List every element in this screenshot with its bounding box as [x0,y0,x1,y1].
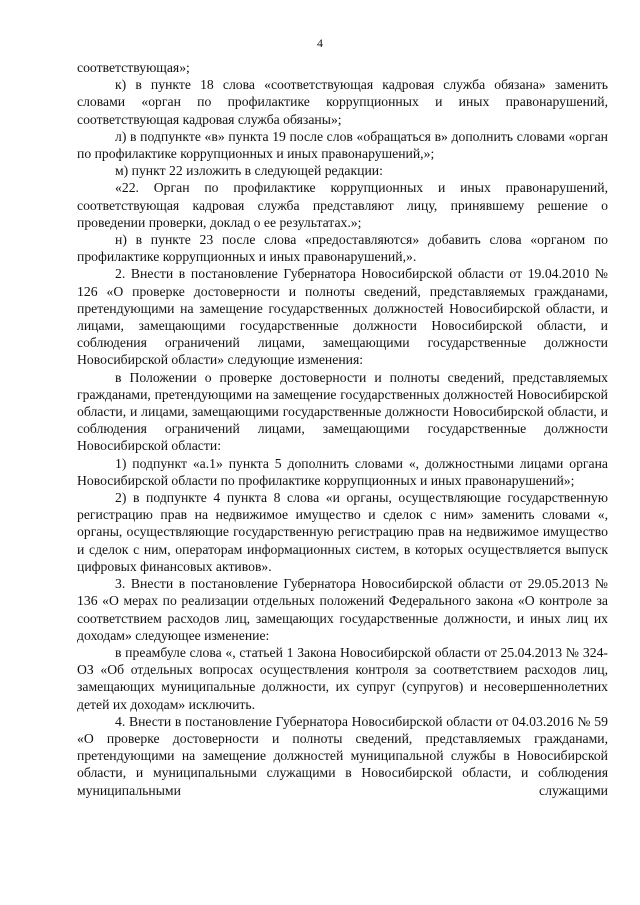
paragraph: 3. Внести в постановление Губернатора Новосибирской области от 29.05.2013 № 136 «О мерах по реализации отдельных положений Федерального закона «О контроле за соответствием расходов лиц, замещающих государственные должности, и иных лиц их доходам» следующее изменение: [77,576,608,643]
paragraph: в преамбуле слова «, статьей 1 Закона Новосибирской области от 25.04.2013 № 324-ОЗ «Об отдельных вопросах осуществления контроля за соответствием расходов лиц, замещающих муниципальные должности, их супруг (супругов) и несовершеннолетних детей их доходам» исключить. [77,644,608,712]
paragraph: к) в пункте 18 слова «соответствующая кадровая служба обязана» заменить словами «орган по профилактике коррупционных и иных правонарушений, соответствующая кадровая служба обязаны»; [77,77,608,127]
paragraph: 2) в подпункте 4 пункта 8 слова «и органы, осуществляющие государственную регистрацию прав на недвижимое имущество и сделок с ним» заменить словами «, органы, осуществляющие государственную регистрацию прав на недвижимое имущество и сделок с ним, операторам информационных систем, в которых осуществляется выпуск цифровых финансовых активов». [77,490,608,574]
document-body [77,59,608,799]
paragraph: в Положении о проверке достоверности и полноты сведений, представляемых гражданами, претендующими на замещение государственных должностей Новосибирской области, и лицами, замещающими государственные должности Новосибирской области, и соблюдения ограничений лицами, замещающими государственные должности Новосибирской области: [77,369,608,454]
paragraph: 4. Внести в постановление Губернатора Новосибирской области от 04.03.2016 № 59 «О проверке достоверности и полноты сведений, представляемых гражданами, претендующими на замещение должностей муниципальной службы в Новосибирской области, и муниципальными служащими в Новосибирской области, и соблюдения муниципальными служащими [77,713,608,798]
paragraph: 1) подпункт «а.1» пункта 5 дополнить словами «, должностными лицами органа Новосибирской области по профилактике коррупционных и иных правонарушений»; [77,455,608,488]
paragraph: м) пункт 22 изложить в следующей редакции: [115,163,383,179]
paragraph: «22. Орган по профилактике коррупционных и иных правонарушений, соответствующая кадровая служба представляют лицу, принявшему решение о проведении проверки, доклад о ее результатах.»; [77,180,608,230]
paragraph: 2. Внести в постановление Губернатора Новосибирской области от 19.04.2010 № 126 «О проверке достоверности и полноты сведений, представляемых гражданами, претендующими на замещение государственных должностей Новосибирской области, и лицами, замещающими государственные должности Новосибирской области, и соблюдения ограничений лицами, замещающими государственные должности Новосибирской области» следующие изменения: [77,266,608,368]
paragraph: л) в подпункте «в» пункта 19 после слов «обращаться в» дополнить словами «орган по профилактике коррупционных и иных правонарушений,»; [77,128,608,162]
paragraph: соответствующая»; [77,60,190,75]
page-number: 4 [317,36,323,50]
paragraph: н) в пункте 23 после слова «предоставляются» добавить слова «органом по профилактике коррупционных и иных правонарушений,». [77,232,608,265]
